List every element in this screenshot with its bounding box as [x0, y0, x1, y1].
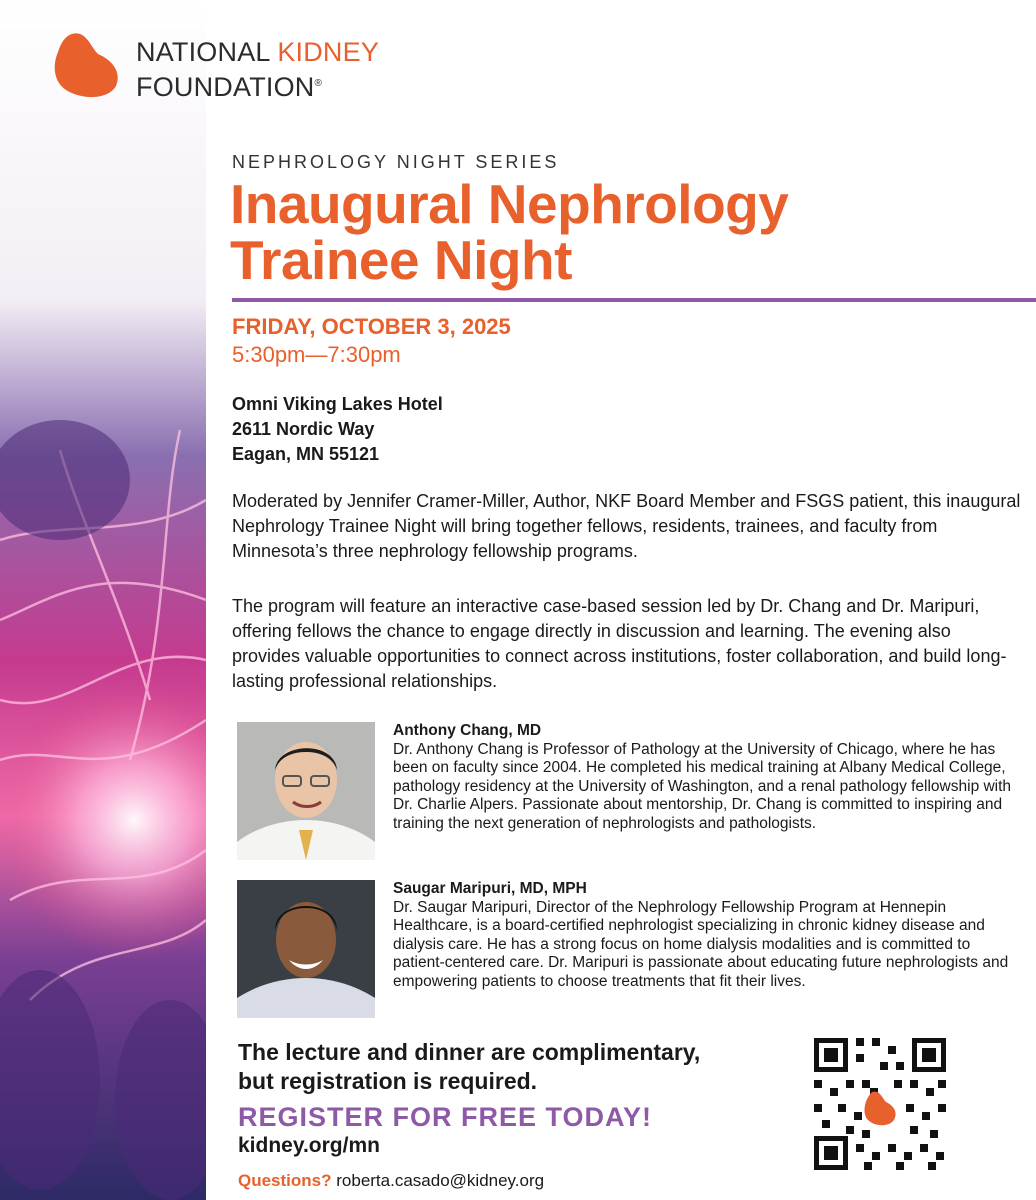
title-line-2: Trainee Night — [230, 229, 572, 291]
questions-label: Questions? — [238, 1171, 332, 1190]
registered-mark: ® — [314, 78, 323, 89]
speaker-bio: Dr. Anthony Chang is Professor of Pathology at the University of Chicago, where he has been on faculty since 2004. He completed his medical training at Albany Medical College, pathology residency at the University of Washington, and a renal pathology fellowship with Dr. Charlie Alpers. Passionate about mentorship, Dr. Chang is committed to inspiring and training the next generation of nephrologists and pathologists. — [393, 740, 1012, 832]
description-paragraph-1: Moderated by Jennifer Cramer-Miller, Author, NKF Board Member and FSGS patient, this inaugural Nephrology Trainee Night will bring together fellows, residents, trainees, and faculty from Minnesota’s three nephrology fellowship programs. — [232, 491, 1021, 561]
event-series: NEPHROLOGY NIGHT SERIES — [232, 152, 560, 172]
logo-word-national: NATIONAL — [136, 37, 278, 67]
venue-city: Eagan, MN 55121 — [232, 444, 380, 464]
event-date: FRIDAY, OCTOBER 3, 2025 — [232, 314, 511, 339]
contact-line — [238, 1171, 544, 1191]
registration-note-line-2: but registration is required. — [238, 1068, 538, 1094]
speaker-photo-anthony-chang — [237, 722, 375, 860]
speaker-info — [393, 722, 1023, 834]
decorative-kidney-artwork — [0, 0, 206, 1200]
registration-link[interactable]: kidney.org/mn — [238, 1134, 380, 1157]
organization-name — [136, 36, 379, 103]
registration-note — [238, 1038, 700, 1096]
speaker-photo-saugar-maripuri — [237, 880, 375, 1018]
speaker-info — [393, 880, 1023, 992]
description-paragraph-2: The program will feature an interactive case-based session led by Dr. Chang and Dr. Maripuri, offering fellows the chance to engage directly in discussion and learning. The evening also provides valuable opportunities to connect across institutions, foster collaboration, and build long-lasting professional relationships. — [232, 596, 1007, 691]
logo-word-foundation: FOUNDATION — [136, 72, 315, 102]
title-line-1: Inaugural Nephrology — [230, 173, 789, 235]
event-time: 5:30pm—7:30pm — [232, 342, 401, 367]
speaker-name: Saugar Maripuri, MD, MPH — [393, 880, 587, 897]
qr-code-icon[interactable] — [810, 1034, 950, 1174]
speaker-bio: Dr. Saugar Maripuri, Director of the Nephrology Fellowship Program at Hennepin Healthcare, is a board-certified nephrologist specializing in chronic kidney disease and dialysis care. He has a strong focus on home dialysis modalities and is committed to patient-centered care. Dr. Maripuri is passionate about educating future nephrologists and empowering patients to choose treatments that fit their lives. — [393, 898, 1009, 990]
contact-email[interactable]: roberta.casado@kidney.org — [336, 1171, 545, 1190]
registration-note-line-1: The lecture and dinner are complimentary, — [238, 1039, 701, 1065]
kidney-illustration — [0, 0, 206, 1200]
nkf-logo — [52, 30, 379, 103]
register-heading: REGISTER FOR FREE TODAY! — [238, 1102, 653, 1132]
venue-name: Omni Viking Lakes Hotel — [232, 394, 443, 414]
kidney-logo-icon — [52, 30, 122, 100]
venue-street: 2611 Nordic Way — [232, 419, 375, 439]
event-title — [230, 173, 789, 291]
venue-address — [232, 392, 443, 467]
title-divider — [232, 298, 1036, 302]
logo-word-kidney: KIDNEY — [277, 37, 380, 67]
speaker-name: Anthony Chang, MD — [393, 722, 542, 739]
